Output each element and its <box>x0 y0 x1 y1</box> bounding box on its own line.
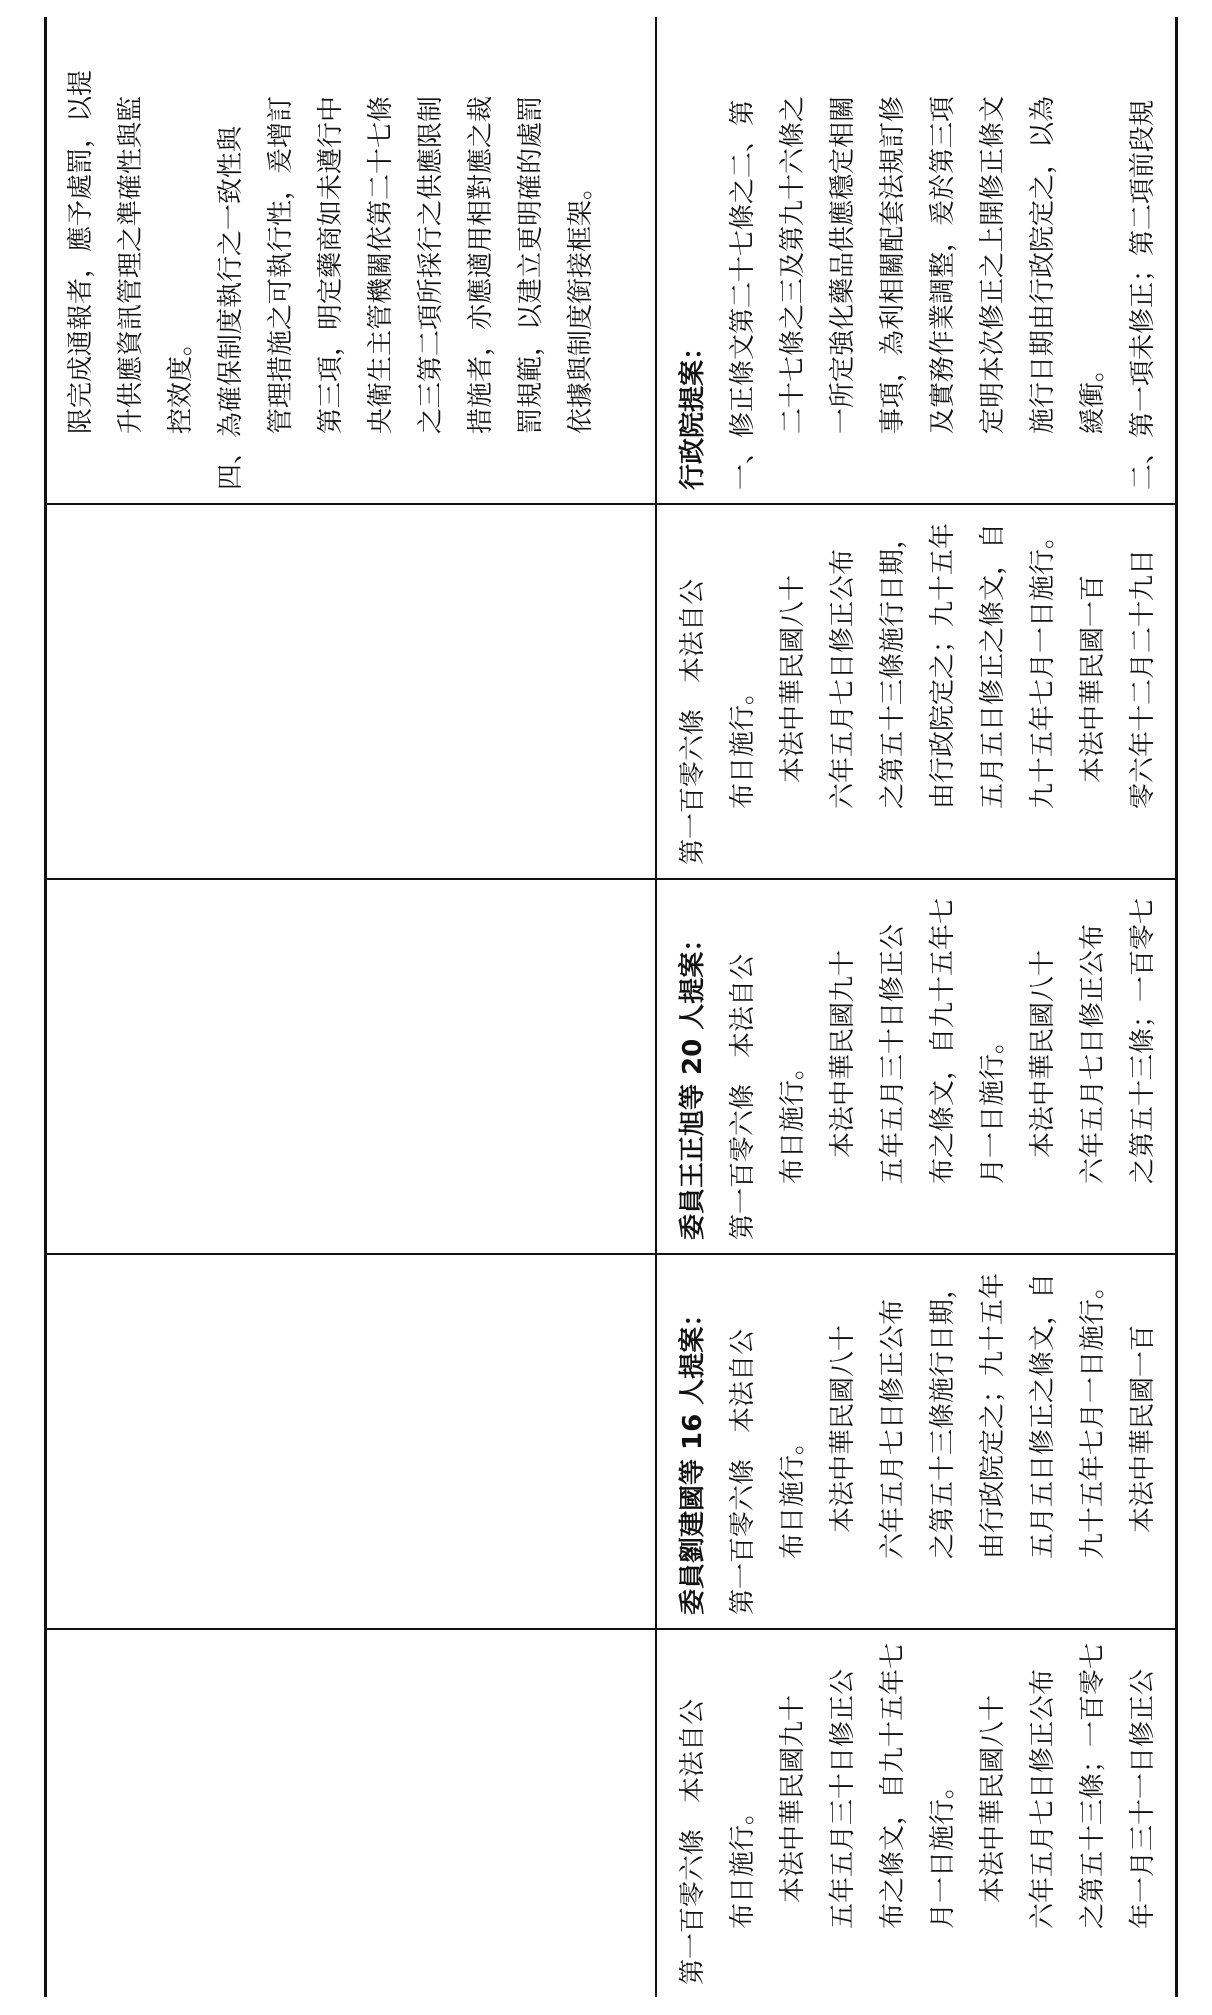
text-line: 施行日期由行政院定之，以為 <box>1028 95 1058 434</box>
text-line: 之第五十三條施行日期， <box>928 1272 958 1559</box>
cell-col1-bottom <box>668 1643 1168 1985</box>
column-divider-2 <box>44 1253 1175 1255</box>
text-line: 五月五日修正之條文，自 <box>978 522 1008 809</box>
text-line: 第一百零六條 本法自公 <box>728 1328 758 1615</box>
text-line: 第一百零六條 本法自公 <box>678 578 708 865</box>
text-line: 布日施行。 <box>728 678 758 809</box>
text-line: 由行政院定之；九十五年 <box>928 522 958 809</box>
text-line: 本法中華民國八十 <box>828 1324 858 1559</box>
text-line: 升供應資訊管理之準確性與監 <box>116 95 146 434</box>
text-line: 一、修正條文第二十七條之二、第 <box>728 99 758 490</box>
text-line: 六年五月七日修正公布 <box>1078 923 1108 1184</box>
text-line: 四、為確保制度執行之一致性與 <box>216 125 246 490</box>
text-line: 本法中華民國一百 <box>1078 574 1108 809</box>
text-line: 之三第二項所採行之供應限制 <box>416 95 446 434</box>
text-line: 限完成通報者，應予處罰，以提 <box>66 69 96 434</box>
text-line: 本法中華民國一百 <box>1128 1324 1158 1559</box>
text-line: 九十五年七月一日施行。 <box>1078 1272 1108 1559</box>
text-line: 一所定強化藥品供應穩定相關 <box>828 95 858 434</box>
proposal-title: 行政院提案： <box>678 333 708 490</box>
cell-col3-bottom <box>668 898 1168 1240</box>
text-line: 六年五月七日修正公布 <box>828 548 858 809</box>
text-line: 依據與制度銜接框架。 <box>566 173 596 434</box>
table-middle-rule <box>655 17 657 1997</box>
text-line: 事項，為利相關配套法規訂修 <box>878 95 908 434</box>
text-line: 布日施行。 <box>728 1798 758 1929</box>
text-line: 布日施行。 <box>778 1053 808 1184</box>
cell-col5-top <box>56 70 606 490</box>
text-line: 二十七條之三及第九十六條之 <box>778 95 808 434</box>
column-divider-1 <box>44 1628 1175 1630</box>
text-line: 之第五十三條；一百零七 <box>1078 1642 1108 1929</box>
text-line: 及實務作業調整，爰於第三項 <box>928 95 958 434</box>
text-line: 本法中華民國八十 <box>778 574 808 809</box>
text-line: 之第五十三條；一百零七 <box>1128 897 1158 1184</box>
text-line: 央衛生主管機關依第二十七條 <box>366 95 396 434</box>
text-line: 月一日施行。 <box>978 1027 1008 1184</box>
text-line: 緩衝。 <box>1078 355 1108 434</box>
text-line: 零六年十二月二十九日 <box>1128 548 1158 809</box>
text-line: 九十五年七月一日施行。 <box>1028 522 1058 809</box>
text-line: 二、第一項未修正；第二項前段規 <box>1128 99 1158 490</box>
cell-col5-bottom <box>668 96 1168 490</box>
text-line: 本法中華民國八十 <box>978 1694 1008 1929</box>
text-line: 管理措施之可執行性，爰增訂 <box>266 95 296 434</box>
column-divider-4 <box>44 503 1175 505</box>
table-top-rule <box>44 17 47 1997</box>
cell-col4-bottom <box>668 523 1168 865</box>
text-line: 本法中華民國九十 <box>828 949 858 1184</box>
text-line: 本法中華民國九十 <box>778 1694 808 1929</box>
text-line: 第三項，明定藥商如未遵行中 <box>316 95 346 434</box>
text-line: 由行政院定之；九十五年 <box>978 1272 1008 1559</box>
text-line: 罰規範，以建立更明確的處罰 <box>516 95 546 434</box>
text-line: 第一百零六條 本法自公 <box>728 953 758 1240</box>
text-line: 控效度。 <box>166 329 196 434</box>
text-line: 年一月三十一日修正公 <box>1128 1668 1158 1929</box>
text-line: 布之條文，自九十五年七 <box>928 897 958 1184</box>
text-line: 六年五月七日修正公布 <box>1028 1668 1058 1929</box>
text-line: 六年五月七日修正公布 <box>878 1298 908 1559</box>
text-line: 之第五十三條施行日期， <box>878 522 908 809</box>
table-bottom-rule <box>1175 17 1178 1997</box>
proposal-title: 委員劉建國等 16 人提案： <box>678 1300 708 1615</box>
column-divider-3 <box>44 878 1175 880</box>
text-line: 五年五月三十日修正公 <box>828 1668 858 1929</box>
text-line: 措施者，亦應適用相對應之裁 <box>466 95 496 434</box>
text-line: 五年五月三十日修正公 <box>878 923 908 1184</box>
cell-col2-bottom <box>668 1273 1168 1615</box>
text-line: 布日施行。 <box>778 1428 808 1559</box>
text-line: 第一百零六條 本法自公 <box>678 1698 708 1985</box>
text-line: 布之條文，自九十五年七 <box>878 1642 908 1929</box>
text-line: 本法中華民國八十 <box>1028 949 1058 1184</box>
text-line: 五月五日修正之條文，自 <box>1028 1272 1058 1559</box>
text-line: 定明本次修正之上開修正條文 <box>978 95 1008 434</box>
text-line: 月一日施行。 <box>928 1772 958 1929</box>
proposal-title: 委員王正旭等 20 人提案： <box>678 925 708 1240</box>
